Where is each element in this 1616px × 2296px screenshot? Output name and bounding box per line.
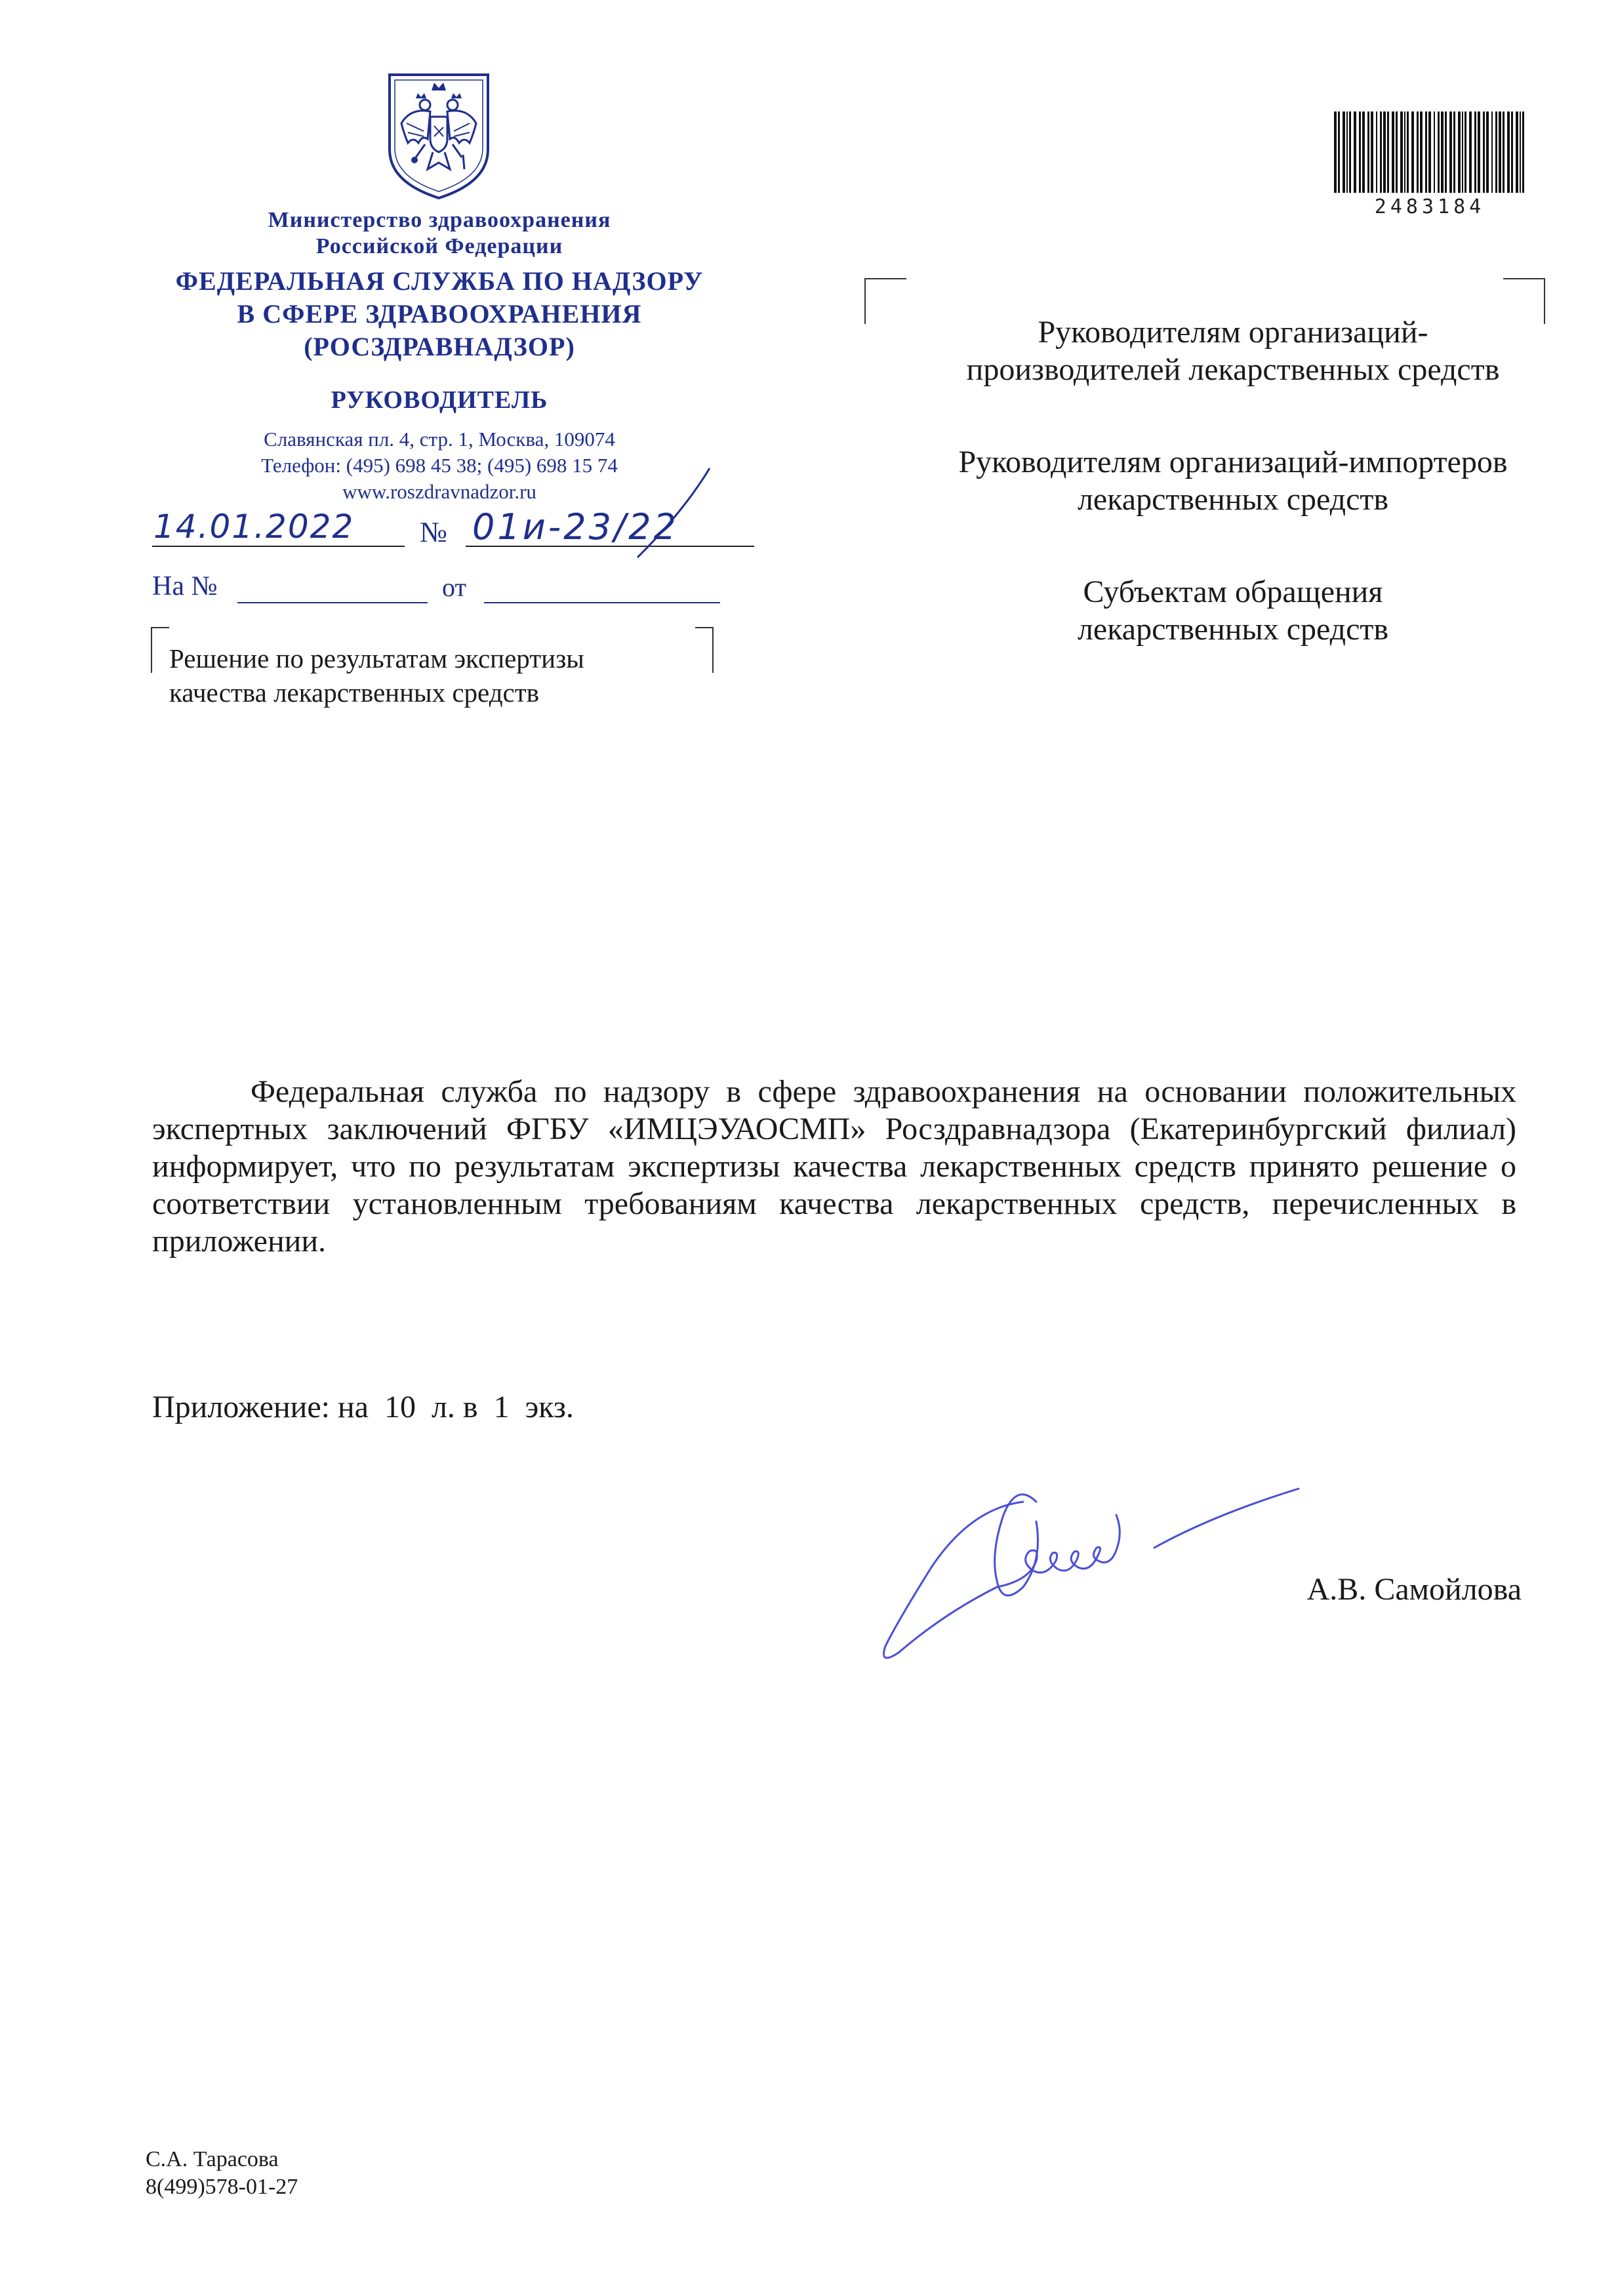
barcode-bar: [1338, 111, 1340, 193]
from-label: от: [442, 573, 466, 602]
barcode-bar: [1396, 111, 1398, 193]
barcode: [1331, 111, 1528, 197]
position-title: РУКОВОДИТЕЛЬ: [331, 386, 548, 414]
barcode-bar: [1483, 111, 1485, 193]
barcode-bar: [1400, 111, 1403, 193]
service-line-1: ФЕДЕРАЛЬНАЯ СЛУЖБА ПО НАДЗОРУ: [175, 266, 704, 296]
barcode-bar: [1522, 111, 1524, 193]
ministry-line-1: Министерство здравоохранения: [268, 208, 611, 232]
barcode-bar: [1511, 111, 1513, 193]
service-line-3: (РОСЗДРАВНАДЗОР): [304, 332, 575, 361]
recipient-1: Руководителям организаций-производителей лекарственных средств: [966, 315, 1500, 387]
reply-date-line: [484, 602, 720, 603]
barcode-bar: [1346, 111, 1348, 193]
attachment-note: Приложение: на 10 л. в 1 экз.: [152, 1390, 574, 1424]
barcode-bar: [1486, 111, 1489, 193]
russian-coat-of-arms-icon: [384, 71, 493, 202]
handwritten-stroke: [611, 466, 716, 564]
barcode-bar: [1449, 111, 1452, 193]
barcode-bar: [1383, 111, 1386, 193]
barcode-bar: [1478, 111, 1480, 193]
barcode-bar: [1392, 111, 1394, 193]
reply-number-line: [237, 602, 428, 603]
service-name: [131, 265, 748, 363]
barcode-bar: [1428, 111, 1431, 193]
subject-bracket-right: [695, 627, 714, 673]
barcode-bar: [1438, 111, 1440, 193]
barcode-bar: [1420, 111, 1423, 193]
barcode-bar: [1362, 111, 1365, 193]
executor-name: С.А. Тарасова: [146, 2147, 279, 2171]
barcode-bar: [1380, 111, 1382, 193]
registration-date: 14.01.2022: [153, 508, 355, 546]
barcode-bar: [1371, 111, 1373, 193]
registration-block: [152, 505, 795, 616]
ministry-name: [151, 207, 728, 260]
barcode-bar: [1441, 111, 1444, 193]
barcode-bar: [1417, 111, 1419, 193]
barcode-bar: [1359, 111, 1361, 193]
subject-bracket-left: [151, 627, 169, 673]
signer-name: А.В. Самойлова: [1306, 1572, 1522, 1607]
barcode-bar: [1495, 111, 1497, 193]
subject-line-2: качества лекарственных средств: [169, 677, 540, 708]
barcode-bar: [1499, 111, 1501, 193]
website: www.roszdravnadzor.ru: [342, 480, 536, 503]
letter-subject: [169, 641, 694, 710]
executor-info: [146, 2146, 474, 2201]
service-line-2: В СФЕРЕ ЗДРАВООХРАНЕНИЯ: [237, 299, 642, 329]
barcode-bar: [1411, 111, 1414, 193]
barcode-bar: [1425, 111, 1427, 193]
barcode-bar: [1445, 111, 1447, 193]
barcode-bar: [1434, 111, 1435, 193]
barcode-bar: [1520, 111, 1521, 193]
barcode-bar: [1343, 111, 1345, 193]
barcode-bar: [1469, 111, 1472, 193]
barcode-bar: [1367, 111, 1369, 193]
date-underline: [152, 546, 405, 547]
barcode-bar: [1334, 111, 1337, 193]
barcode-bar: [1407, 111, 1409, 193]
barcode-bar: [1465, 111, 1466, 193]
barcode-bar: [1503, 111, 1505, 193]
barcode-bar: [1404, 111, 1405, 193]
barcode-bar: [1453, 111, 1455, 193]
barcode-bar: [1507, 111, 1510, 193]
number-sign: №: [420, 516, 447, 548]
subject-line-1: Решение по результатам экспертизы: [169, 643, 584, 674]
letter-body: Федеральная служба по надзору в сфере здравоохранения на основании положительных экспертных заключений ФГБУ «ИМЦЭУАОСМП» Росздравнадзора (Екатеринбургский филиал) информирует, что по результатам экспертизы качества лекарственных средств принято решение о соответствии установленным требованиям качества лекарственных средств, перечисленных в приложении.: [152, 1074, 1516, 1259]
barcode-bars: [1331, 111, 1528, 197]
barcode-bar: [1462, 111, 1463, 193]
signature-image: [872, 1456, 1331, 1672]
registration-number: 01и-23/22: [472, 506, 679, 548]
postal-address: Славянская пл. 4, стр. 1, Москва, 109074: [264, 428, 615, 451]
recipient-3: Субъектам обращения лекарственных средств: [1077, 574, 1389, 647]
barcode-bar: [1491, 111, 1493, 193]
executor-phone: 8(499)578-01-27: [146, 2175, 298, 2199]
ministry-line-2: Российской Федерации: [315, 234, 563, 258]
barcode-bar: [1376, 111, 1377, 193]
barcode-bar: [1354, 111, 1356, 193]
coat-of-arms-emblem: [384, 71, 493, 202]
barcode-number: 2483184: [1374, 195, 1485, 218]
recipient-2: Руководителям организаций-импортеров лекарственных средств: [958, 445, 1508, 517]
recipient-bracket-left: [864, 278, 906, 324]
handwritten-signature: [872, 1456, 1331, 1672]
reply-to-label: На №: [152, 571, 218, 601]
barcode-bar: [1349, 111, 1351, 193]
barcode-bar: [1516, 111, 1518, 193]
phone-numbers: Телефон: (495) 698 45 38; (495) 698 15 74: [261, 454, 618, 477]
barcode-bar: [1458, 111, 1461, 193]
barcode-bar: [1387, 111, 1389, 193]
barcode-bar: [1474, 111, 1476, 193]
recipients-block: [931, 313, 1535, 703]
